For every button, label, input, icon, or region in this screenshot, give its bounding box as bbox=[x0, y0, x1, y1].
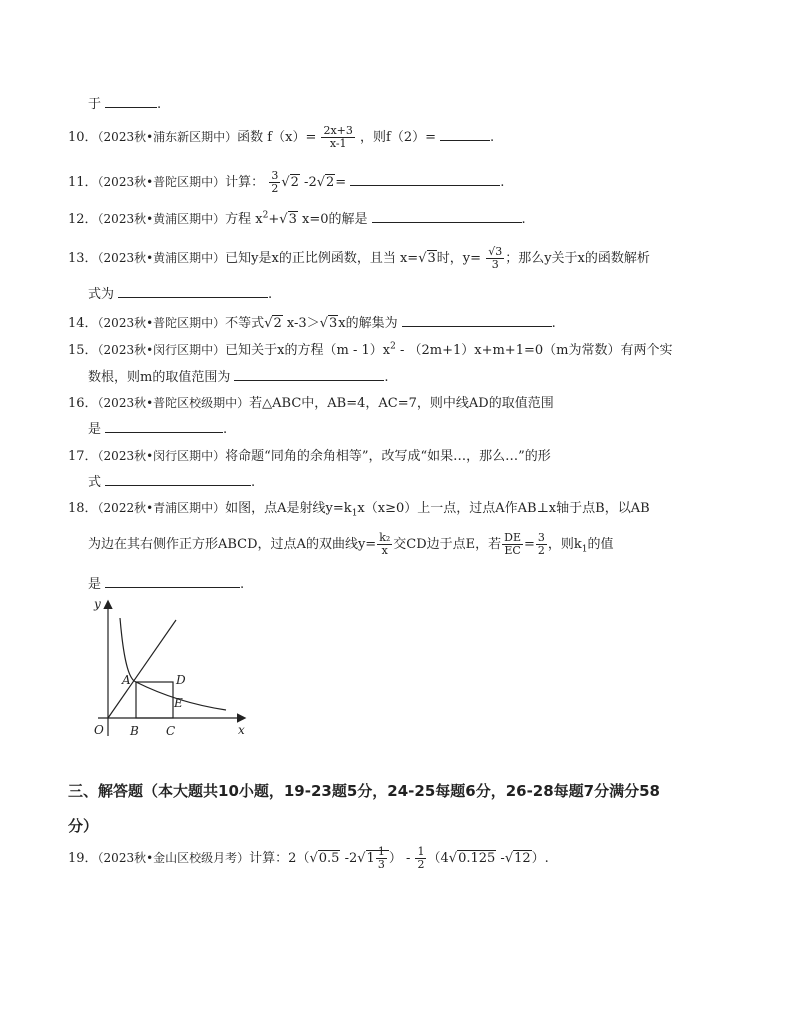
answer-blank[interactable] bbox=[402, 314, 552, 327]
label-E: E bbox=[174, 696, 183, 710]
sqrt-symbol: √2 bbox=[281, 175, 299, 190]
question-13-cont: 式为 . bbox=[88, 287, 273, 302]
section-heading: 三、解答题（本大题共10小题，19-23题5分，24-25每题6分，26-28每题7分满分58 bbox=[68, 782, 660, 800]
answer-blank[interactable] bbox=[350, 173, 500, 186]
question-14: 14．（2023秋•普陀区期中）不等式√2 x-3＞√3x的解集为 . bbox=[68, 316, 556, 331]
q9-tail: 于 . bbox=[88, 97, 162, 112]
answer-blank[interactable] bbox=[105, 473, 251, 486]
fraction: $\frac{2x+3}{x-1}$ bbox=[323, 124, 353, 150]
answer-blank[interactable] bbox=[372, 210, 522, 223]
question-12: 12．（2023秋•黄浦区期中）方程 $x^2+√3$ x=0的解是 . bbox=[68, 210, 526, 227]
question-15: 15．（2023秋•闵行区期中）已知关于x的方程$(m - 1)x^2 - (2m+1)x+m+1=0(m$为常数）有两个实 bbox=[68, 341, 673, 358]
answer-blank[interactable] bbox=[105, 420, 223, 433]
answer-blank[interactable] bbox=[234, 368, 384, 381]
question-10: 10．（2023秋•浦东新区期中）函数 f（x）= $\frac{2x+3}{x-1}$ ，则f（2）= . bbox=[68, 124, 495, 150]
label-A: A bbox=[122, 673, 131, 687]
ray-line bbox=[108, 620, 176, 718]
label-x: x bbox=[238, 723, 245, 737]
label-C: C bbox=[166, 724, 176, 738]
question-11: 11．（2023秋•普陀区期中）计算： $\frac{3}{2}$ √2 -2√2= . bbox=[68, 169, 505, 195]
question-18-cont2: 是 . bbox=[88, 577, 245, 592]
question-18: 18．（2022秋•青浦区期中）如图，点A是射线$y=k_1x(x\ge 0)$上一点，过点A作AB⊥x轴于点B，以AB bbox=[68, 501, 650, 519]
answer-blank[interactable] bbox=[105, 95, 157, 108]
geometry-figure bbox=[86, 596, 256, 742]
question-17: 17．（2023秋•闵行区期中）将命题“同角的余角相等”，改写成“如果…，那么…”的形 bbox=[68, 449, 551, 464]
answer-blank[interactable] bbox=[118, 285, 268, 298]
square-ABCD bbox=[136, 682, 173, 718]
question-18-cont: 为边在其右侧作正方形ABCD，过点A的双曲线y= $\frac{\text{k₂}}{x}$ 交CD边于点E，若 $\frac{DE}{EC}$ = $\frac{3}{2}$ ，则$k_1$的值 bbox=[88, 531, 614, 557]
question-16: 16．（2023秋•普陀区校级期中）若△ABC中，AB=4，AC=7，则中线AD的取值范围 bbox=[68, 396, 554, 411]
label-D: D bbox=[176, 673, 186, 687]
answer-blank[interactable] bbox=[440, 128, 490, 141]
label-y: y bbox=[94, 597, 101, 611]
question-15-cont: 数根，则m的取值范围为 . bbox=[88, 370, 389, 385]
question-19: 19．（2023秋•金山区校级月考）计算：2（√0.5 -2√1 $\frac{1}{3}$ ） - $\frac{1}{2}$ （4√0.125 -√12）. bbox=[68, 845, 549, 871]
question-16-cont: 是 . bbox=[88, 422, 228, 437]
question-13: 13．（2023秋•黄浦区期中）已知y是x的正比例函数，且当 x=√3时，y= $\frac{√3}{3}$ ；那么y关于x的函数解析 bbox=[68, 245, 650, 271]
label-B: B bbox=[130, 724, 139, 738]
answer-blank[interactable] bbox=[105, 575, 240, 588]
section-heading-cont: 分） bbox=[68, 817, 99, 835]
label-O: O bbox=[94, 723, 104, 737]
question-17-cont: 式 . bbox=[88, 475, 256, 490]
